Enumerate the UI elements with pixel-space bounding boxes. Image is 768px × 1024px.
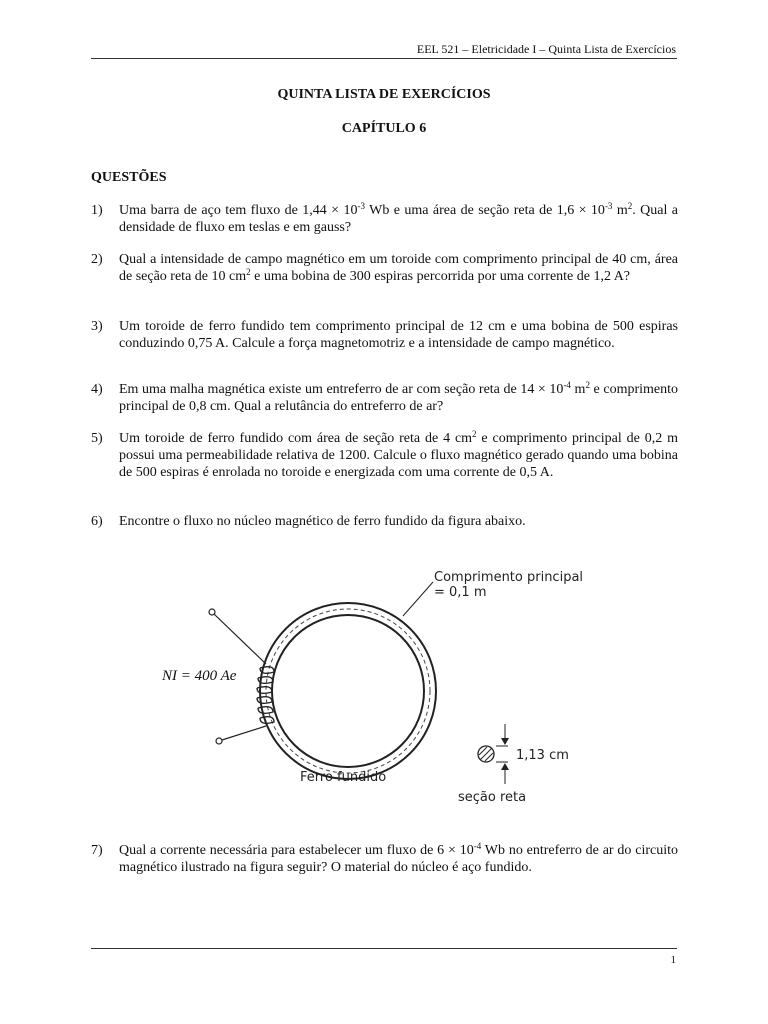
length-leader <box>403 582 433 616</box>
lead-wire-top <box>214 614 266 664</box>
section-label: seção reta <box>458 790 527 805</box>
section-heading: QUESTÕES <box>91 170 167 185</box>
core-outer-edge <box>260 603 436 779</box>
length-label-line-2: = 0,1 m <box>434 585 487 600</box>
question-3 <box>91 318 678 352</box>
question-text: Encontre o fluxo no núcleo magnético de ferro fundido da figura abaixo. <box>119 514 526 529</box>
question-number: 4) <box>91 382 103 397</box>
question-4 <box>91 381 678 415</box>
question-number: 2) <box>91 252 103 267</box>
question-text: Uma barra de aço tem fluxo de $1,44 \times 10^{-3}$ Wb e uma área de seção reta de $1,6 \times 10^{-3}$ $m^2$. Qual a densidade de fluxo em teslas e em gauss? <box>119 201 678 235</box>
question-number: 7) <box>91 843 103 858</box>
question-text: Em uma malha magnética existe um entreferro de ar com seção reta de $14 \times 10^{-4}$ $m^2$ e comprimento principal de 0,8 cm. Qual a relutância do entreferro de ar? <box>119 380 679 414</box>
page-number: 1 <box>670 954 676 966</box>
terminal-bottom <box>216 738 222 744</box>
toroid-diagram <box>148 556 618 816</box>
question-number: 3) <box>91 319 103 334</box>
core-inner-edge <box>272 615 424 767</box>
lead-wire-bottom <box>222 726 266 740</box>
ni-label: NI = 400 Ae <box>162 668 237 684</box>
chapter-title: CAPÍTULO 6 <box>341 121 427 136</box>
question-text: Qual a intensidade de campo magnético em um toroide com comprimento principal de 40 cm, área de seção reta de 10 $cm^2$ e uma bobina de 300 espiras percorrida por uma corrente de 1,2 A? <box>119 252 678 284</box>
page-header: EEL 521 – Eletricidade I – Quinta Lista de Exercícios <box>416 42 676 56</box>
question-number: 6) <box>91 514 103 529</box>
toroid-figure <box>148 556 618 816</box>
question-6 <box>91 513 678 530</box>
question-5 <box>91 430 678 481</box>
question-1 <box>91 202 678 236</box>
header-rule <box>91 58 677 59</box>
cross-section-icon <box>478 746 494 762</box>
question-7 <box>91 842 678 876</box>
footer-rule <box>91 948 677 949</box>
question-2 <box>91 251 678 285</box>
length-label-line-1: Comprimento principal <box>434 570 584 585</box>
question-number: 1) <box>91 203 103 218</box>
terminal-top <box>209 609 215 615</box>
dimension-label: 1,13 cm <box>516 748 569 763</box>
question-text: Um toroide de ferro fundido tem comprimento principal de 12 cm e uma bobina de 500 espiras conduzindo 0,75 A. Calcule a força magnetomotriz e a intensidade de campo magnético. <box>119 319 678 351</box>
dim-arrowhead-bottom <box>501 763 509 770</box>
document-title: QUINTA LISTA DE EXERCÍCIOS <box>277 87 491 102</box>
dim-arrowhead-top <box>501 738 509 745</box>
core-material-label: Ferro fundido <box>300 770 387 785</box>
mean-path-dashed <box>266 609 430 773</box>
question-text: Qual a corrente necessária para estabelecer um fluxo de $6 \times 10^{-4}$ Wb no entreferro de ar do circuito magnético ilustrado na figura seguir? O material do núcleo é aço fundido. <box>119 841 678 875</box>
question-text: Um toroide de ferro fundido com área de seção reta de 4 $cm^2$ e comprimento principal de 0,2 m possui uma permeabilidade relativa de 1200. Calcule o fluxo magnético gerado quando uma bobina de 500 espiras é enrolada no toroide e energizada com uma corrente de 0,5 A. <box>119 429 678 480</box>
question-number: 5) <box>91 431 103 446</box>
